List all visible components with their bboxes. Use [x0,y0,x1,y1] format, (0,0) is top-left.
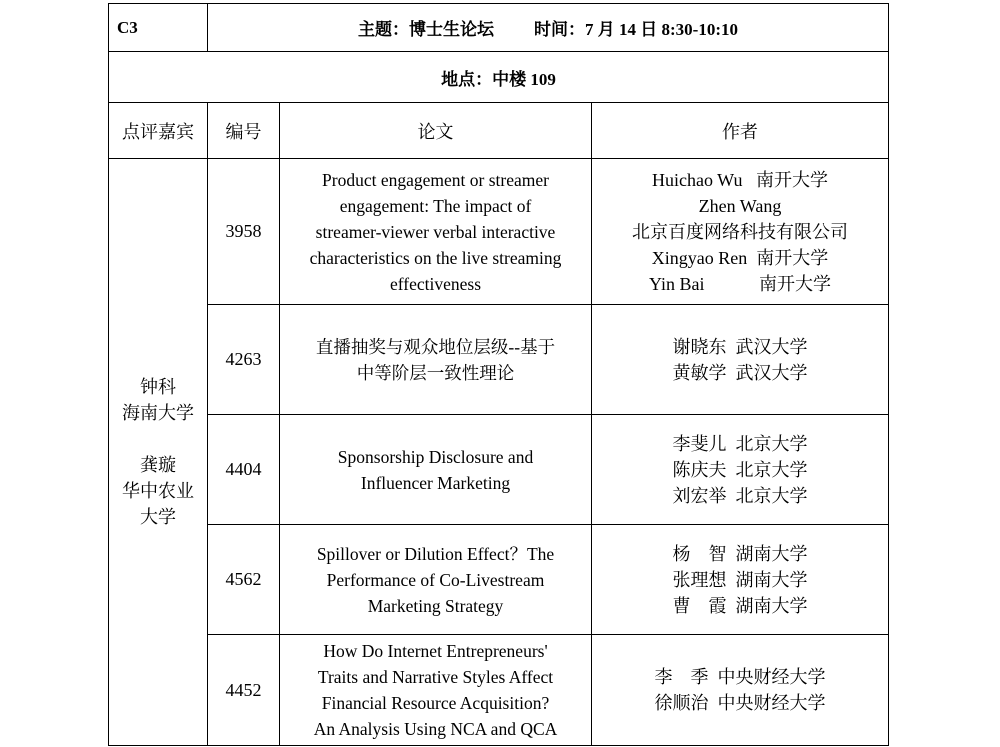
table-row [109,305,889,415]
author-affiliation: 北京大学 [735,433,808,454]
author-name: 徐顺治 [654,693,709,713]
paper-number: 4562 [208,525,280,635]
author-affiliation: 南开大学 [759,273,831,294]
paper-authors [592,415,889,525]
author-entry [592,193,888,219]
author-entry [592,664,888,690]
author-entry [592,541,888,567]
author-affiliation: 中央财经大学 [717,693,826,713]
author-entry [592,334,888,360]
table-row [109,635,889,746]
author-entry [592,167,888,193]
session-code: C3 [109,4,208,52]
session-schedule-table [108,3,889,746]
session-topic-time [208,4,889,52]
author-affiliation: 湖南大学 [735,595,808,616]
author-name: Yin Bai [649,273,705,294]
author-name: Zhen Wang [698,195,782,216]
author-name: 谢晓东 [672,336,727,357]
author-affiliation: 湖南大学 [735,543,808,564]
paper-title: Spillover or Dilution Effect？The Performance of Co-Livestream Marketing Strategy [280,525,592,635]
session-topic: 主题：博士生论坛 [358,20,494,39]
author-entry [592,483,888,509]
reviewers-cell [109,159,208,746]
paper-authors [592,305,889,415]
table-row [109,159,889,305]
author-affiliation: 南开大学 [756,247,829,268]
column-header-paper: 论文 [280,103,592,159]
paper-title: How Do Internet Entrepreneurs' Traits and Narrative Styles Affect Financial Resource Acquisition? An Analysis Using NCA and QCA [280,635,592,746]
column-header-authors: 作者 [592,103,889,159]
author-name: 黄敏学 [672,362,727,383]
table-row [109,415,889,525]
paper-title: Sponsorship Disclosure and Influencer Marketing [280,415,592,525]
author-affiliation: 湖南大学 [735,569,808,590]
paper-number: 4404 [208,415,280,525]
author-name: 陈庆夫 [672,459,727,480]
paper-authors [592,159,889,305]
paper-title: Product engagement or streamer engagement: The impact of streamer-viewer verbal interactive characteristics on the live streaming effectiveness [280,159,592,305]
author-affiliation: 南开大学 [755,169,828,190]
table-row [109,525,889,635]
author-name: Huichao Wu [652,169,743,190]
reviewer-affiliation: 大学 [140,507,176,527]
session-time: 时间：7 月 14 日 8:30-10:10 [534,20,738,39]
author-entry [592,431,888,457]
session-header-row [109,4,889,52]
author-entry [592,219,888,245]
paper-number: 3958 [208,159,280,305]
paper-number: 4263 [208,305,280,415]
author-name: 李 季 [654,667,709,687]
author-entry [592,593,888,619]
session-location: 地点：中楼 109 [109,52,889,103]
author-affiliation: 北京大学 [735,459,808,480]
author-affiliation: 武汉大学 [735,362,808,383]
author-entry [592,690,888,716]
author-name: 张理想 [672,569,727,590]
author-entry [592,567,888,593]
author-affiliation: 北京百度网络科技有限公司 [632,221,848,242]
paper-authors [592,635,889,746]
author-name: 李斐儿 [672,433,727,454]
author-name: 曹 霞 [672,595,727,616]
reviewer-name: 龚璇 [140,455,176,475]
column-header-number: 编号 [208,103,280,159]
reviewer-name: 钟科 [140,377,176,397]
paper-number: 4452 [208,635,280,746]
author-entry [592,457,888,483]
column-header-row [109,103,889,159]
author-affiliation: 武汉大学 [735,336,808,357]
author-name: Xingyao Ren [651,247,748,268]
author-entry [592,271,888,297]
paper-authors [592,525,889,635]
paper-title: 直播抽奖与观众地位层级--基于 中等阶层一致性理论 [280,305,592,415]
author-name: 杨 智 [672,543,727,564]
column-header-reviewers: 点评嘉宾 [109,103,208,159]
location-row [109,52,889,103]
author-entry [592,360,888,386]
author-affiliation: 中央财经大学 [717,667,826,687]
reviewer-affiliation: 华中农业 [122,481,194,501]
author-entry [592,245,888,271]
author-name: 刘宏举 [672,485,727,506]
author-affiliation: 北京大学 [735,485,808,506]
reviewer-affiliation: 海南大学 [122,403,194,423]
